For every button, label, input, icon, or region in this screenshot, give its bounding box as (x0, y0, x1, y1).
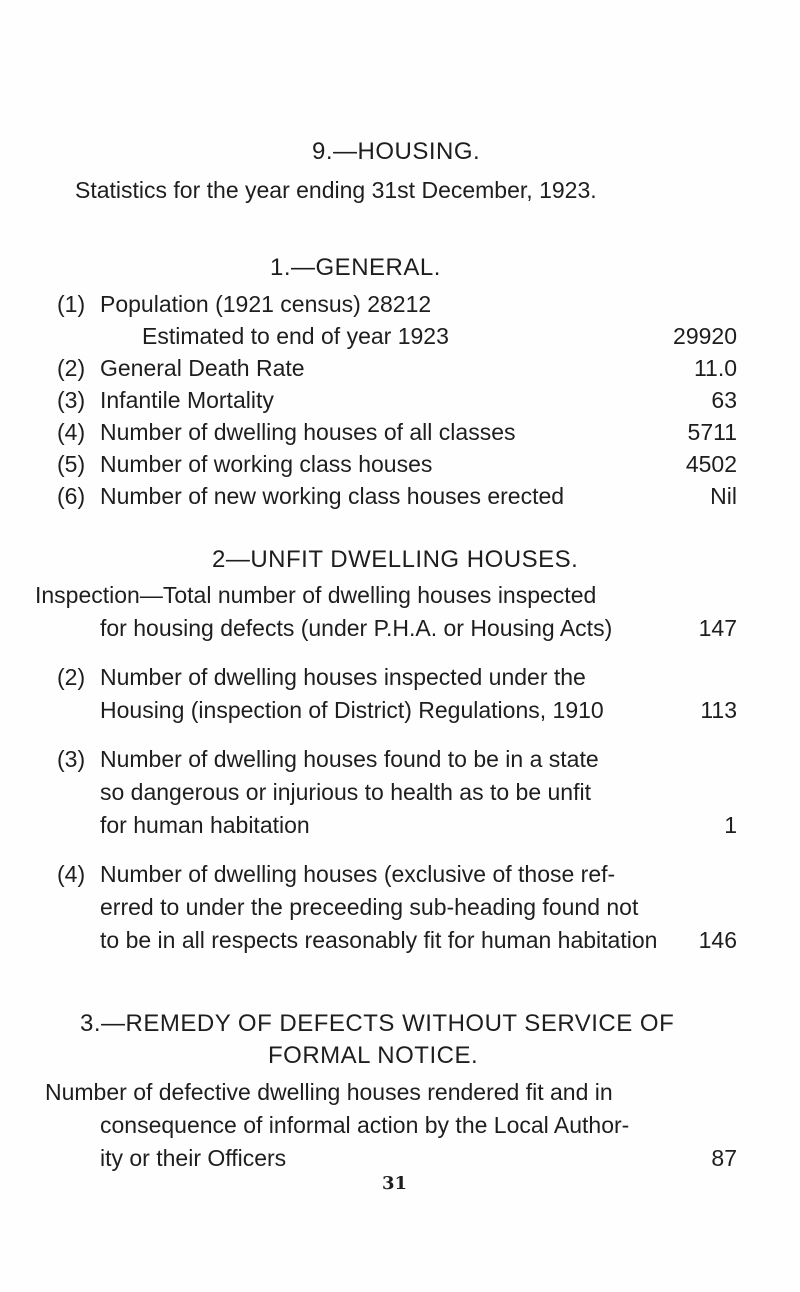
inspection-line: for housing defects (under P.H.A. or Housing Acts) (100, 615, 613, 641)
section-2-item-line: Number of dwelling houses (exclusive of those ref- (100, 861, 616, 887)
section-1-item-value: 4502 (685, 451, 737, 477)
section-1-item-num: (3) (57, 387, 86, 413)
section-2-item-value: 113 (700, 697, 737, 723)
section-3-heading: FORMAL NOTICE. (268, 1042, 479, 1069)
section-3-line: ity or their Officers (100, 1145, 287, 1171)
section-1-item-num: (4) (57, 419, 86, 445)
section-1-item-value: 63 (711, 387, 737, 413)
page-number: 31 (382, 1173, 408, 1194)
section-1-item-label: Estimated to end of year 1923 (142, 323, 449, 349)
section-1-item-num: (2) (57, 355, 86, 381)
section-2-item-num: (3) (57, 746, 86, 772)
section-3-heading: 3.—REMEDY OF DEFECTS WITHOUT SERVICE OF (80, 1010, 675, 1037)
section-2-heading: 2—UNFIT DWELLING HOUSES. (212, 546, 579, 573)
section-2-item-line: Number of dwelling houses inspected under the (100, 664, 586, 690)
section-2-item-num: (2) (57, 664, 86, 690)
inspection-line: Inspection—Total number of dwelling houses inspected (35, 582, 597, 608)
section-1-item-num: (5) (57, 451, 86, 477)
section-2-item-line: for human habitation (100, 812, 310, 838)
section-3-value: 87 (711, 1145, 737, 1171)
inspection-value: 147 (698, 615, 737, 641)
section-2-item-line: to be in all respects reasonably fit for human habitation (100, 927, 658, 953)
section-1-item-label: Infantile Mortality (100, 387, 274, 413)
section-1-item-num: (6) (57, 483, 86, 509)
section-3-line: consequence of informal action by the Local Author- (100, 1112, 630, 1138)
section-1-item-label: Number of new working class houses erected (100, 483, 565, 509)
section-1-item-num: (1) (57, 291, 86, 317)
section-3-line: Number of defective dwelling houses rendered fit and in (45, 1079, 613, 1105)
section-1-item-value: Nil (710, 483, 737, 509)
section-1-item-value: 11.0 (693, 355, 737, 381)
section-2-item-line: Housing (inspection of District) Regulations, 1910 (100, 697, 604, 723)
section-1-item-label: Population (1921 census) 28212 (100, 291, 432, 317)
section-2-item-num: (4) (57, 861, 86, 887)
section-2-item-line: Number of dwelling houses found to be in a state (100, 746, 599, 772)
section-1-item-label: Number of working class houses (100, 451, 433, 477)
section-1-item-value: 29920 (673, 323, 737, 349)
section-1-item-label: Number of dwelling houses of all classes (100, 419, 516, 445)
section-2-item-line: so dangerous or injurious to health as to be unfit (100, 779, 591, 805)
section-1-heading: 1.—GENERAL. (270, 254, 441, 281)
section-1-item-label: General Death Rate (100, 355, 305, 381)
page-subtitle: Statistics for the year ending 31st December, 1923. (75, 177, 597, 203)
section-2-item-value: 146 (698, 927, 737, 953)
section-1-item-value: 5711 (687, 419, 737, 445)
page-title: 9.—HOUSING. (312, 138, 481, 165)
section-2-item-line: erred to under the preceeding sub-heading found not (100, 894, 639, 920)
section-2-item-value: 1 (724, 812, 737, 838)
